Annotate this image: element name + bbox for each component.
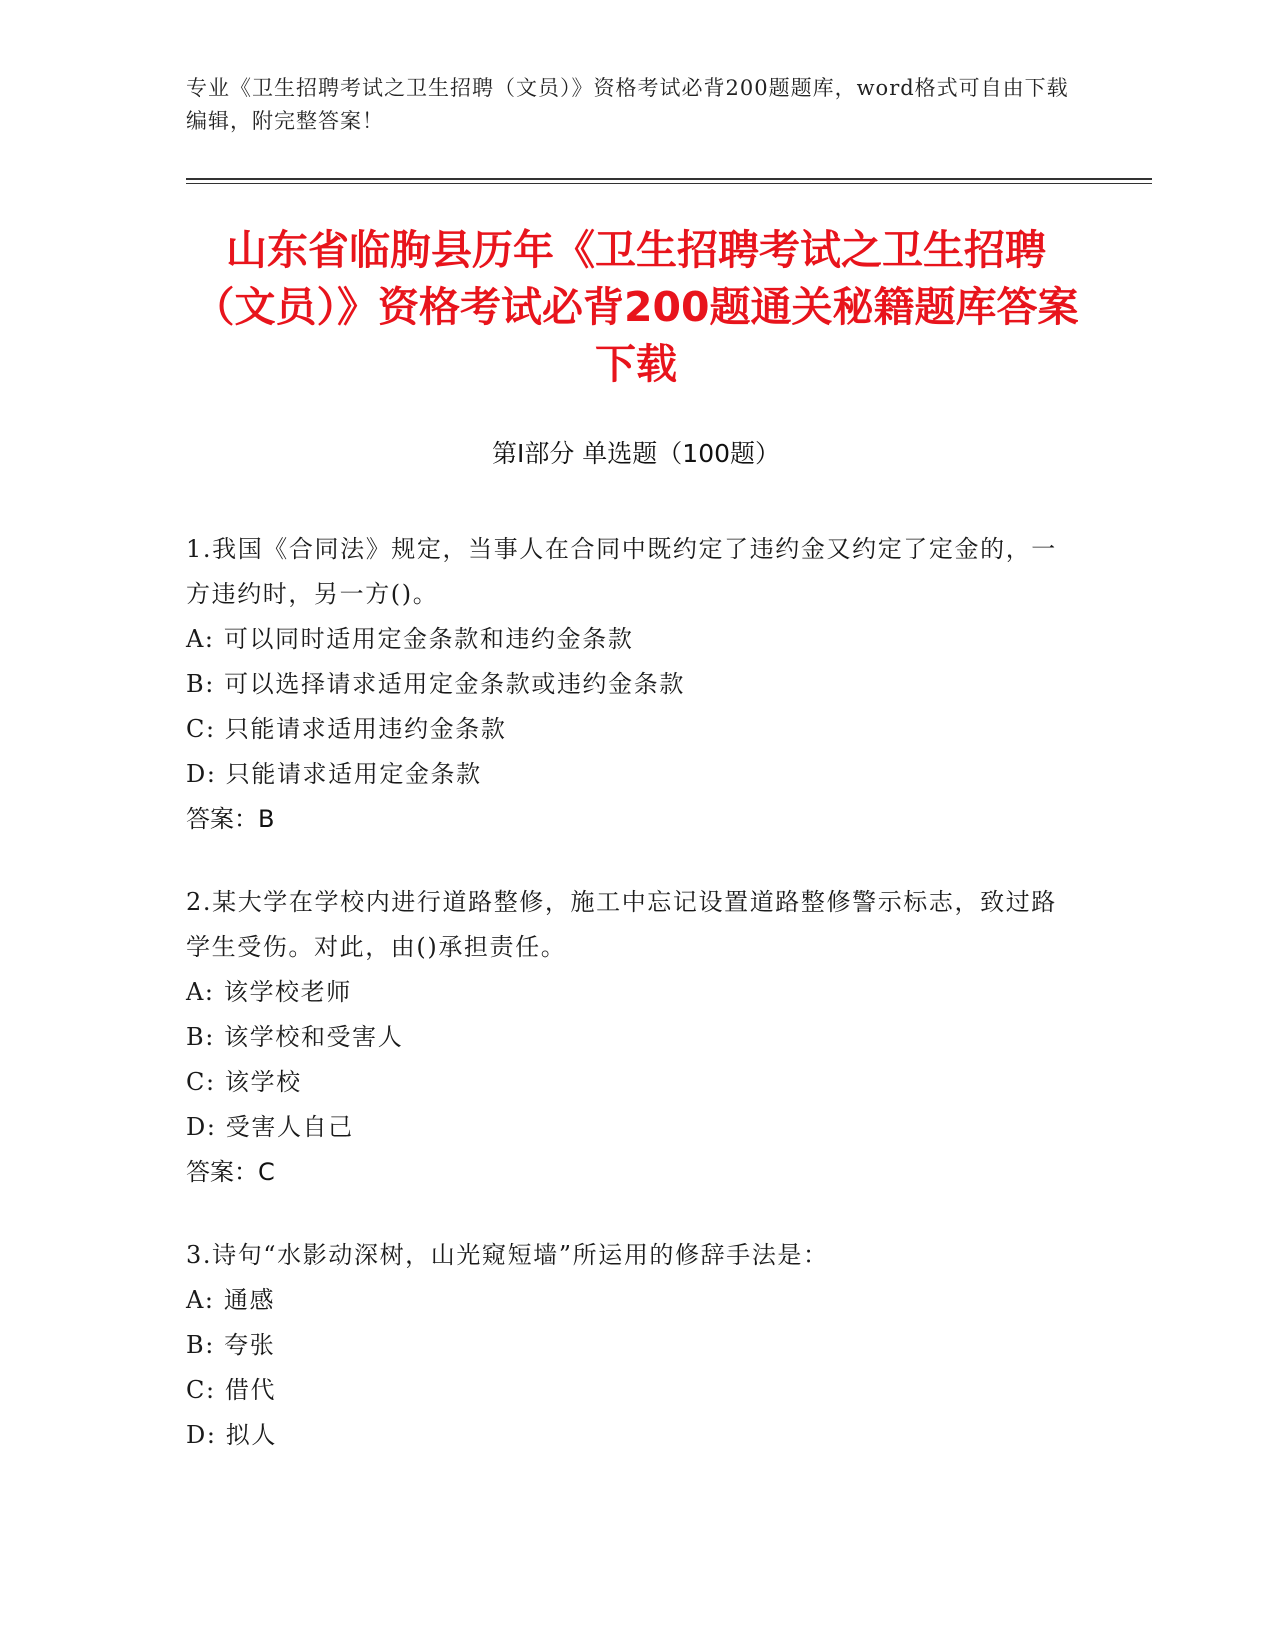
option-b: B: 可以选择请求适用定金条款或违约金条款 xyxy=(186,670,685,698)
question-stem: 3.诗句“水影动深树，山光窥短墙”所运用的修辞手法是： xyxy=(186,1241,829,1269)
question-item xyxy=(186,1233,1066,1458)
option-b: B: 该学校和受害人 xyxy=(186,1023,404,1051)
question-stem: 1.我国《合同法》规定，当事人在合同中既约定了违约金又约定了定金的，一方违约时，另一方()。 xyxy=(186,535,1057,608)
question-item xyxy=(186,880,1066,1195)
option-c: C: 只能请求适用违约金条款 xyxy=(186,715,507,743)
question-stem: 2.某大学在学校内进行道路整修，施工中忘记设置道路整修警示标志，致过路学生受伤。对此，由()承担责任。 xyxy=(186,888,1057,961)
document-title: 山东省临朐县历年《卫生招聘考试之卫生招聘（文员）》资格考试必背200题通关秘籍题库答案下载 xyxy=(193,226,1079,388)
header-divider-thin xyxy=(186,183,1152,184)
option-c: C: 该学校 xyxy=(186,1068,302,1096)
option-a: A: 该学校老师 xyxy=(186,978,352,1006)
option-b: B: 夸张 xyxy=(186,1331,276,1359)
option-d: D: 拟人 xyxy=(186,1421,277,1449)
option-d: D: 受害人自己 xyxy=(186,1113,354,1141)
question-list xyxy=(186,527,1066,1496)
section-title: 第Ⅰ部分 单选题（100题） xyxy=(491,439,781,468)
answer-line: 答案：C xyxy=(186,1158,275,1186)
header-note: 专业《卫生招聘考试之卫生招聘（文员）》资格考试必背200题题库，word格式可自由下载编辑，附完整答案！ xyxy=(186,76,1069,133)
option-d: D: 只能请求适用定金条款 xyxy=(186,760,482,788)
option-c: C: 借代 xyxy=(186,1376,277,1404)
option-a: A: 可以同时适用定金条款和违约金条款 xyxy=(186,625,634,653)
header-divider-thick xyxy=(186,178,1152,180)
question-item xyxy=(186,527,1066,842)
option-a: A: 通感 xyxy=(186,1286,276,1314)
answer-line: 答案：B xyxy=(186,805,275,833)
